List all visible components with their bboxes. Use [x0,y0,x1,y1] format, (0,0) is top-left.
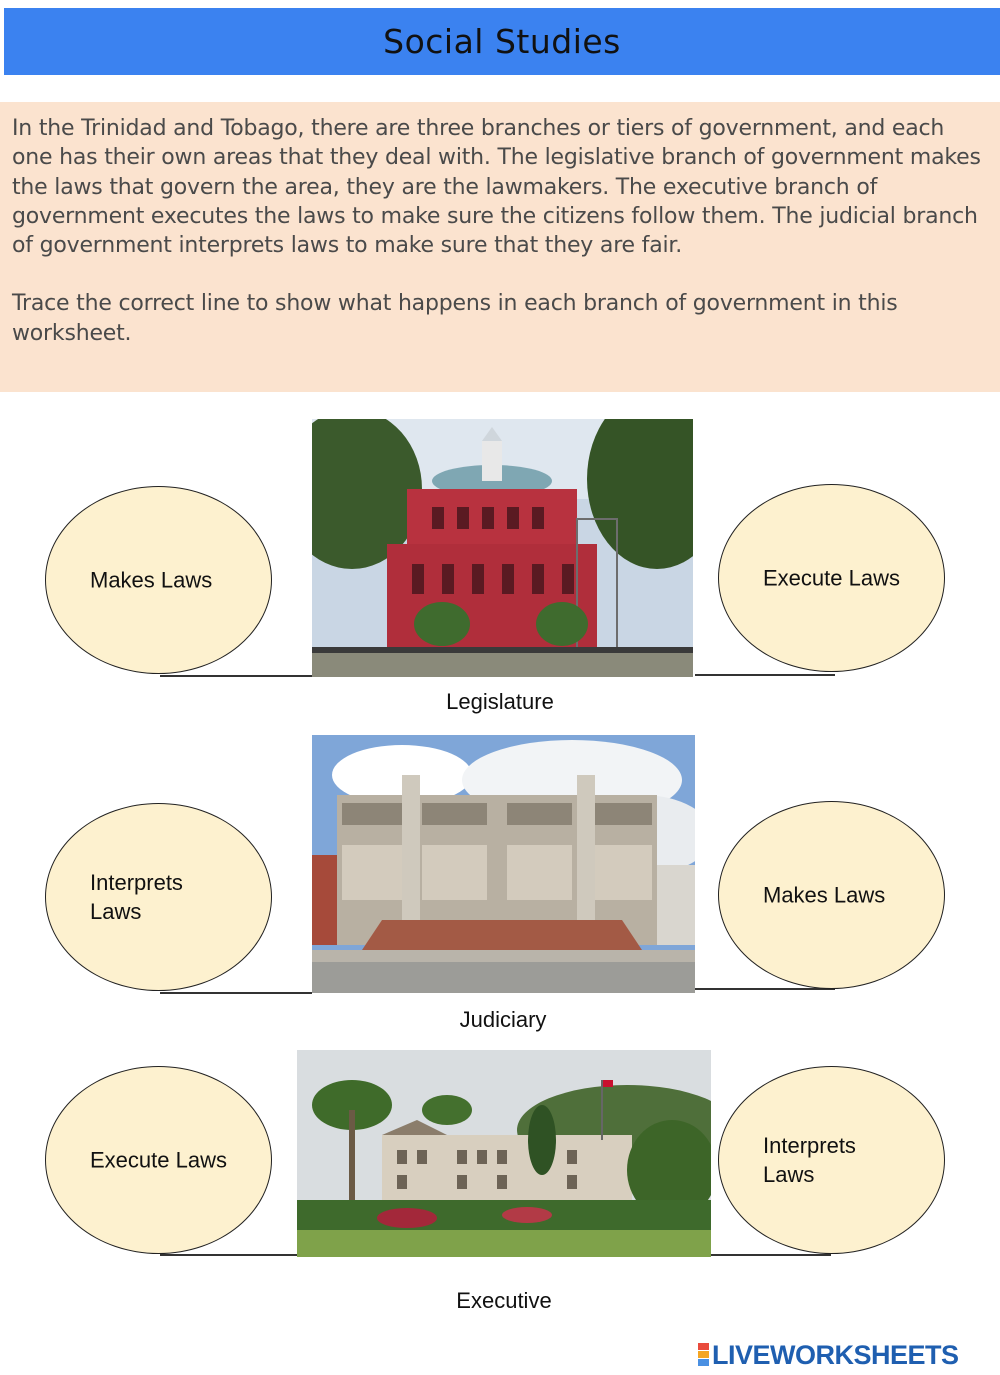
trace-line[interactable] [695,988,835,990]
bubble-label: Interprets Laws [763,1133,856,1187]
executive-photo [297,1050,711,1257]
intro-paragraph: In the Trinidad and Tobago, there are three branches or tiers of government, and each one has their own areas that they deal with. The legislative branch of government makes the laws that govern the area, they are the lawmakers. The executive branch of government executes the laws to make sure the citizens follow them. The judicial branch of government interprets laws to make sure that they are fair. [12,116,981,259]
right-answer-bubble[interactable] [718,1066,945,1254]
intro-box [0,102,1000,392]
red-house-building-image [312,419,693,677]
logo-text: LIVEWORKSHEETS [712,1339,959,1370]
bubble-label: Execute Laws [763,565,900,591]
bubble-label: Execute Laws [90,1147,227,1173]
judiciary-photo [312,735,695,993]
bubble-label: Makes Laws [90,567,213,593]
branch-caption: Executive [456,1288,552,1313]
liveworksheets-logo [698,1340,959,1370]
instruction-paragraph: Trace the correct line to show what happens in each branch of government in this worksheet. [12,291,898,346]
left-answer-bubble[interactable] [45,803,272,991]
title-bar [4,8,1000,75]
bubble-label: Makes Laws [763,882,886,908]
trace-line[interactable] [160,1254,297,1256]
page-title: Social Studies [383,22,621,61]
right-answer-bubble[interactable] [718,484,945,672]
logo-blocks-icon [698,1343,709,1367]
legislature-photo [312,419,693,677]
branch-caption: Judiciary [459,1007,547,1032]
presidents-house-image [297,1050,711,1257]
bubble-label: Interprets Laws [90,870,183,924]
left-answer-bubble[interactable] [45,486,272,674]
trace-line[interactable] [160,675,312,677]
trace-line[interactable] [711,1254,831,1256]
trace-line[interactable] [160,992,312,994]
right-answer-bubble[interactable] [718,801,945,989]
left-answer-bubble[interactable] [45,1066,272,1254]
hall-of-justice-image [312,735,695,993]
trace-line[interactable] [695,674,835,676]
branch-caption: Legislature [446,689,554,714]
